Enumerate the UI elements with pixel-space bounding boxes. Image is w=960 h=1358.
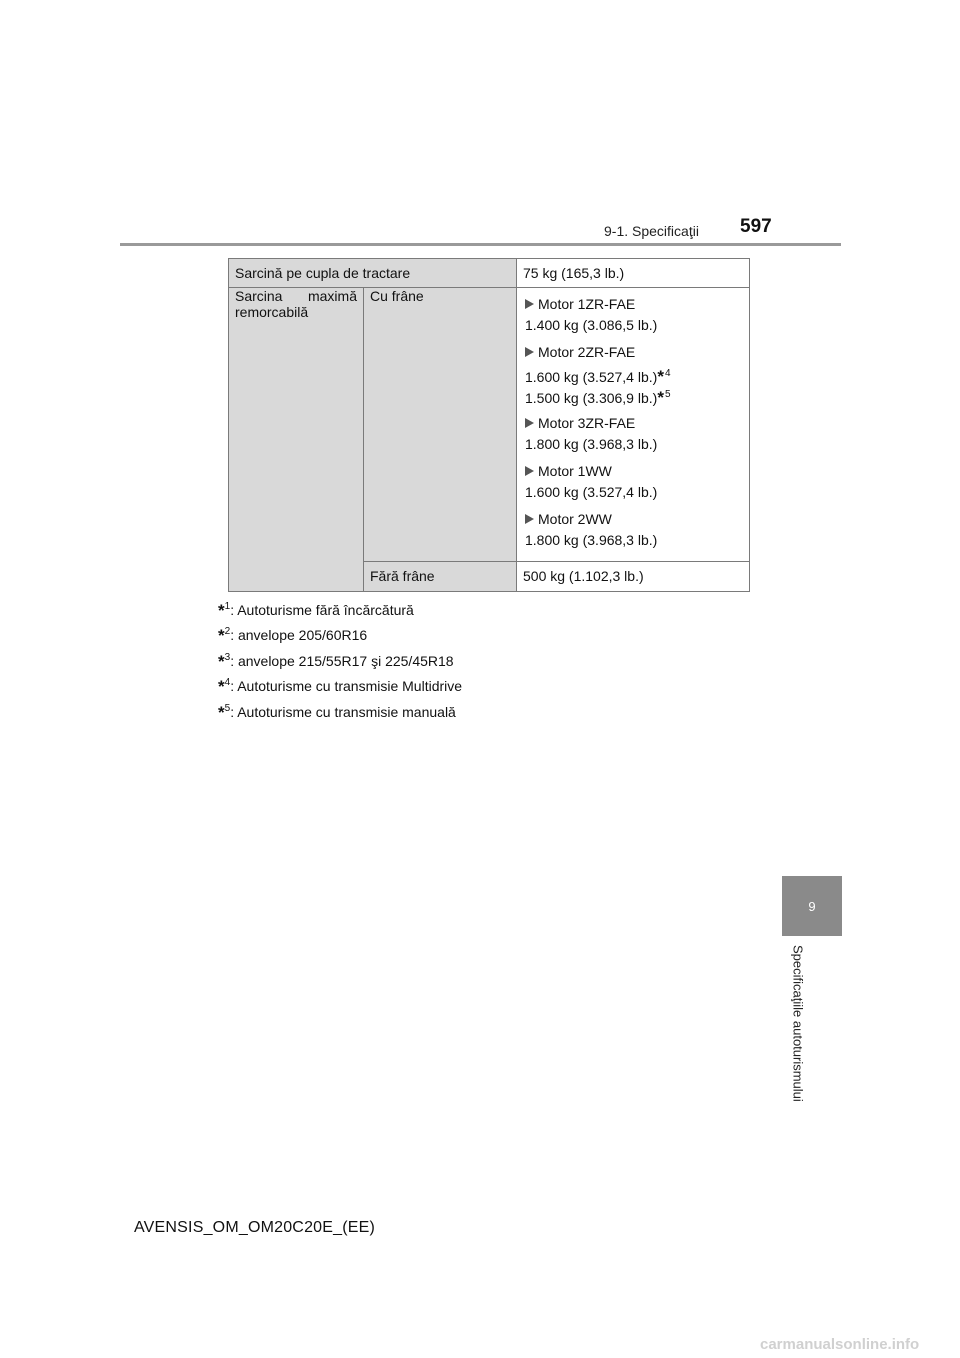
footnote-number: 2 (224, 626, 231, 638)
triangle-bullet-icon (525, 418, 534, 428)
engine-name: Motor 1ZR-FAE (538, 296, 636, 312)
towbar-load-value: 75 kg (165,3 lb.) (523, 265, 625, 281)
towbar-load-label: Sarcină pe cupla de tractare (235, 265, 411, 281)
list-item (525, 342, 741, 407)
engine-list (517, 288, 749, 561)
document-footer: AVENSIS_OM_OM20C20E_(EE) (134, 1219, 376, 1236)
footnote-ref: 4 (664, 368, 671, 379)
table-cell-value (517, 288, 750, 562)
table-cell-value (517, 562, 750, 592)
engine-value: 1.500 kg (3.306,9 lb.) (525, 390, 658, 406)
triangle-bullet-icon (525, 347, 534, 357)
footnote-text: : Autoturisme cu transmisie Multidrive (230, 678, 463, 695)
list-item (525, 294, 741, 336)
footnote-text: : anvelope 205/60R16 (230, 627, 368, 644)
footnote: * $^3$ : anvelope 215/55R17 şi 225/45R18 (218, 651, 454, 671)
engine-name: Motor 2WW (538, 511, 612, 527)
table-cell-label (229, 288, 364, 592)
engine-value: 1.800 kg (3.968,3 lb.) (525, 436, 658, 452)
engine-name: Motor 3ZR-FAE (538, 415, 636, 431)
footnote-number: 1 (224, 600, 231, 612)
engine-value: 1.800 kg (3.968,3 lb.) (525, 532, 658, 548)
footnote: * $^1$ : Autoturisme fără încărcătură (218, 600, 414, 620)
header-section-title: 9-1. Specificaţii (604, 223, 699, 239)
table-cell-value (517, 259, 750, 288)
chapter-tab[interactable] (782, 876, 842, 936)
footnote-number: 3 (224, 651, 231, 663)
engine-value: 1.600 kg (3.527,4 lb.) (525, 484, 658, 500)
max-towing-label: Sarcina maximă remorcabilă (235, 288, 357, 320)
list-item (525, 509, 741, 551)
without-brakes-label: Fără frâne (370, 568, 435, 584)
table-cell-label (364, 288, 517, 562)
triangle-bullet-icon (525, 466, 534, 476)
chapter-number: 9 (808, 898, 816, 914)
with-brakes-label: Cu frâne (370, 288, 424, 304)
table-row (229, 259, 750, 288)
triangle-bullet-icon (525, 299, 534, 309)
footnote-text: : Autoturisme cu transmisie manuală (230, 703, 456, 720)
triangle-bullet-icon (525, 514, 534, 524)
engine-value: 1.400 kg (3.086,5 lb.) (525, 317, 658, 333)
engine-name: Motor 2ZR-FAE (538, 344, 636, 360)
header-rule (120, 243, 841, 246)
footnote-ref: 5 (664, 389, 671, 400)
page-number: 597 (740, 216, 772, 237)
table-cell-label (229, 259, 517, 288)
without-brakes-value: 500 kg (1.102,3 lb.) (523, 568, 644, 584)
footnote: * $^4$ : Autoturisme cu transmisie Multidrive (218, 677, 463, 697)
table-cell-label (364, 562, 517, 592)
chapter-side-label (758, 945, 838, 1145)
footnote-number: 4 (224, 677, 231, 689)
footnote-text: : Autoturisme fără încărcătură (230, 601, 414, 618)
engine-name: Motor 1WW (538, 463, 612, 479)
footnotes (218, 592, 462, 720)
footnote-number: 5 (224, 702, 231, 714)
chapter-title: Specificaţiile autoturismului (790, 945, 806, 1102)
specs-table (228, 258, 750, 592)
table-row (229, 288, 750, 562)
list-item (525, 413, 741, 455)
watermark: carmanualsonline.info (760, 1336, 920, 1353)
footnote-asterisk: * (657, 388, 664, 407)
footnote-asterisk: * (657, 367, 664, 386)
engine-value: 1.600 kg (3.527,4 lb.) (525, 369, 658, 385)
footnote-text: : anvelope 215/55R17 şi 225/45R18 (230, 652, 454, 669)
footnote: * $^2$ : anvelope 205/60R16 (218, 626, 368, 646)
footnote: * $^5$ : Autoturisme cu transmisie manuală (218, 702, 456, 722)
list-item (525, 461, 741, 503)
